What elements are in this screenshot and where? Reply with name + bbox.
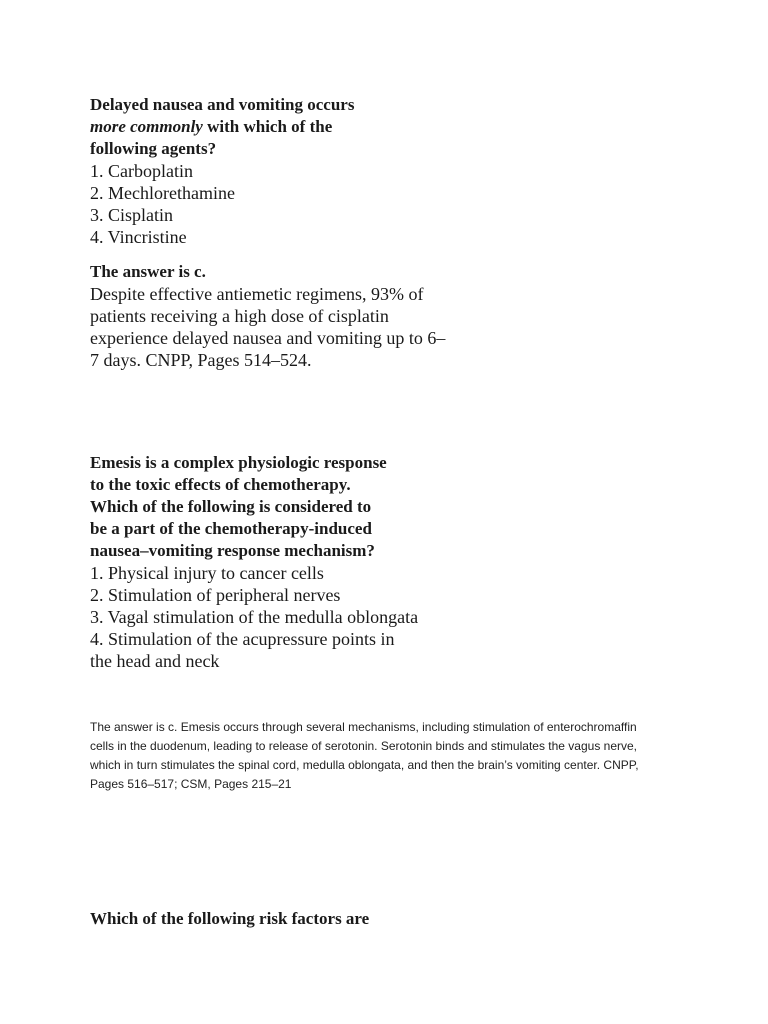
question-2 — [90, 452, 418, 672]
answer-2-line: The answer is c. Emesis occurs through several mechanisms, including stimulation of enterochromaffin — [90, 720, 637, 734]
question-1-text: with which of the — [202, 117, 333, 136]
answer-2-line: which in turn stimulates the spinal cord, medulla oblongata, and then the brain’s vomiting center. CNPP, — [90, 758, 639, 772]
answer-1-line: Despite effective antiemetic regimens, 93% of — [90, 284, 424, 304]
question-2-line: to the toxic effects of chemotherapy. — [90, 475, 351, 494]
question-2-option: 2. Stimulation of peripheral nerves — [90, 585, 341, 605]
question-2-line: Which of the following is considered to — [90, 497, 372, 516]
question-3 — [90, 908, 369, 930]
answer-2 — [90, 718, 680, 794]
question-1-option: 3. Cisplatin — [90, 205, 174, 225]
question-1-option: 2. Mechlorethamine — [90, 183, 235, 203]
question-1-line: following agents? — [90, 139, 217, 158]
answer-1 — [90, 261, 445, 371]
question-1-option: 4. Vincristine — [90, 227, 187, 247]
answer-2-line: Pages 516–517; CSM, Pages 215–21 — [90, 777, 292, 791]
question-2-option: 3. Vagal stimulation of the medulla oblongata — [90, 607, 419, 627]
question-3-line: Which of the following risk factors are — [90, 909, 370, 928]
answer-1-heading: The answer is c. — [90, 262, 206, 281]
emphasis-text: more commonly — [90, 117, 203, 136]
question-2-option: 1. Physical injury to cancer cells — [90, 563, 324, 583]
question-1 — [90, 94, 354, 248]
question-2-option: the head and neck — [90, 651, 220, 671]
question-2-option: 4. Stimulation of the acupressure points in — [90, 629, 395, 649]
question-1-line: Delayed nausea and vomiting occurs — [90, 95, 355, 114]
question-2-line: be a part of the chemotherapy-induced — [90, 519, 372, 538]
answer-2-line: cells in the duodenum, leading to release of serotonin. Serotonin binds and stimulates the vagus nerve, — [90, 739, 638, 753]
question-2-line: Emesis is a complex physiologic response — [90, 453, 387, 472]
answer-1-line: experience delayed nausea and vomiting up to 6– — [90, 328, 446, 348]
question-1-option: 1. Carboplatin — [90, 161, 193, 181]
question-1-line — [90, 116, 354, 138]
question-2-line: nausea–vomiting response mechanism? — [90, 541, 375, 560]
answer-1-line: patients receiving a high dose of cisplatin — [90, 306, 389, 326]
answer-1-line: 7 days. CNPP, Pages 514–524. — [90, 350, 312, 370]
